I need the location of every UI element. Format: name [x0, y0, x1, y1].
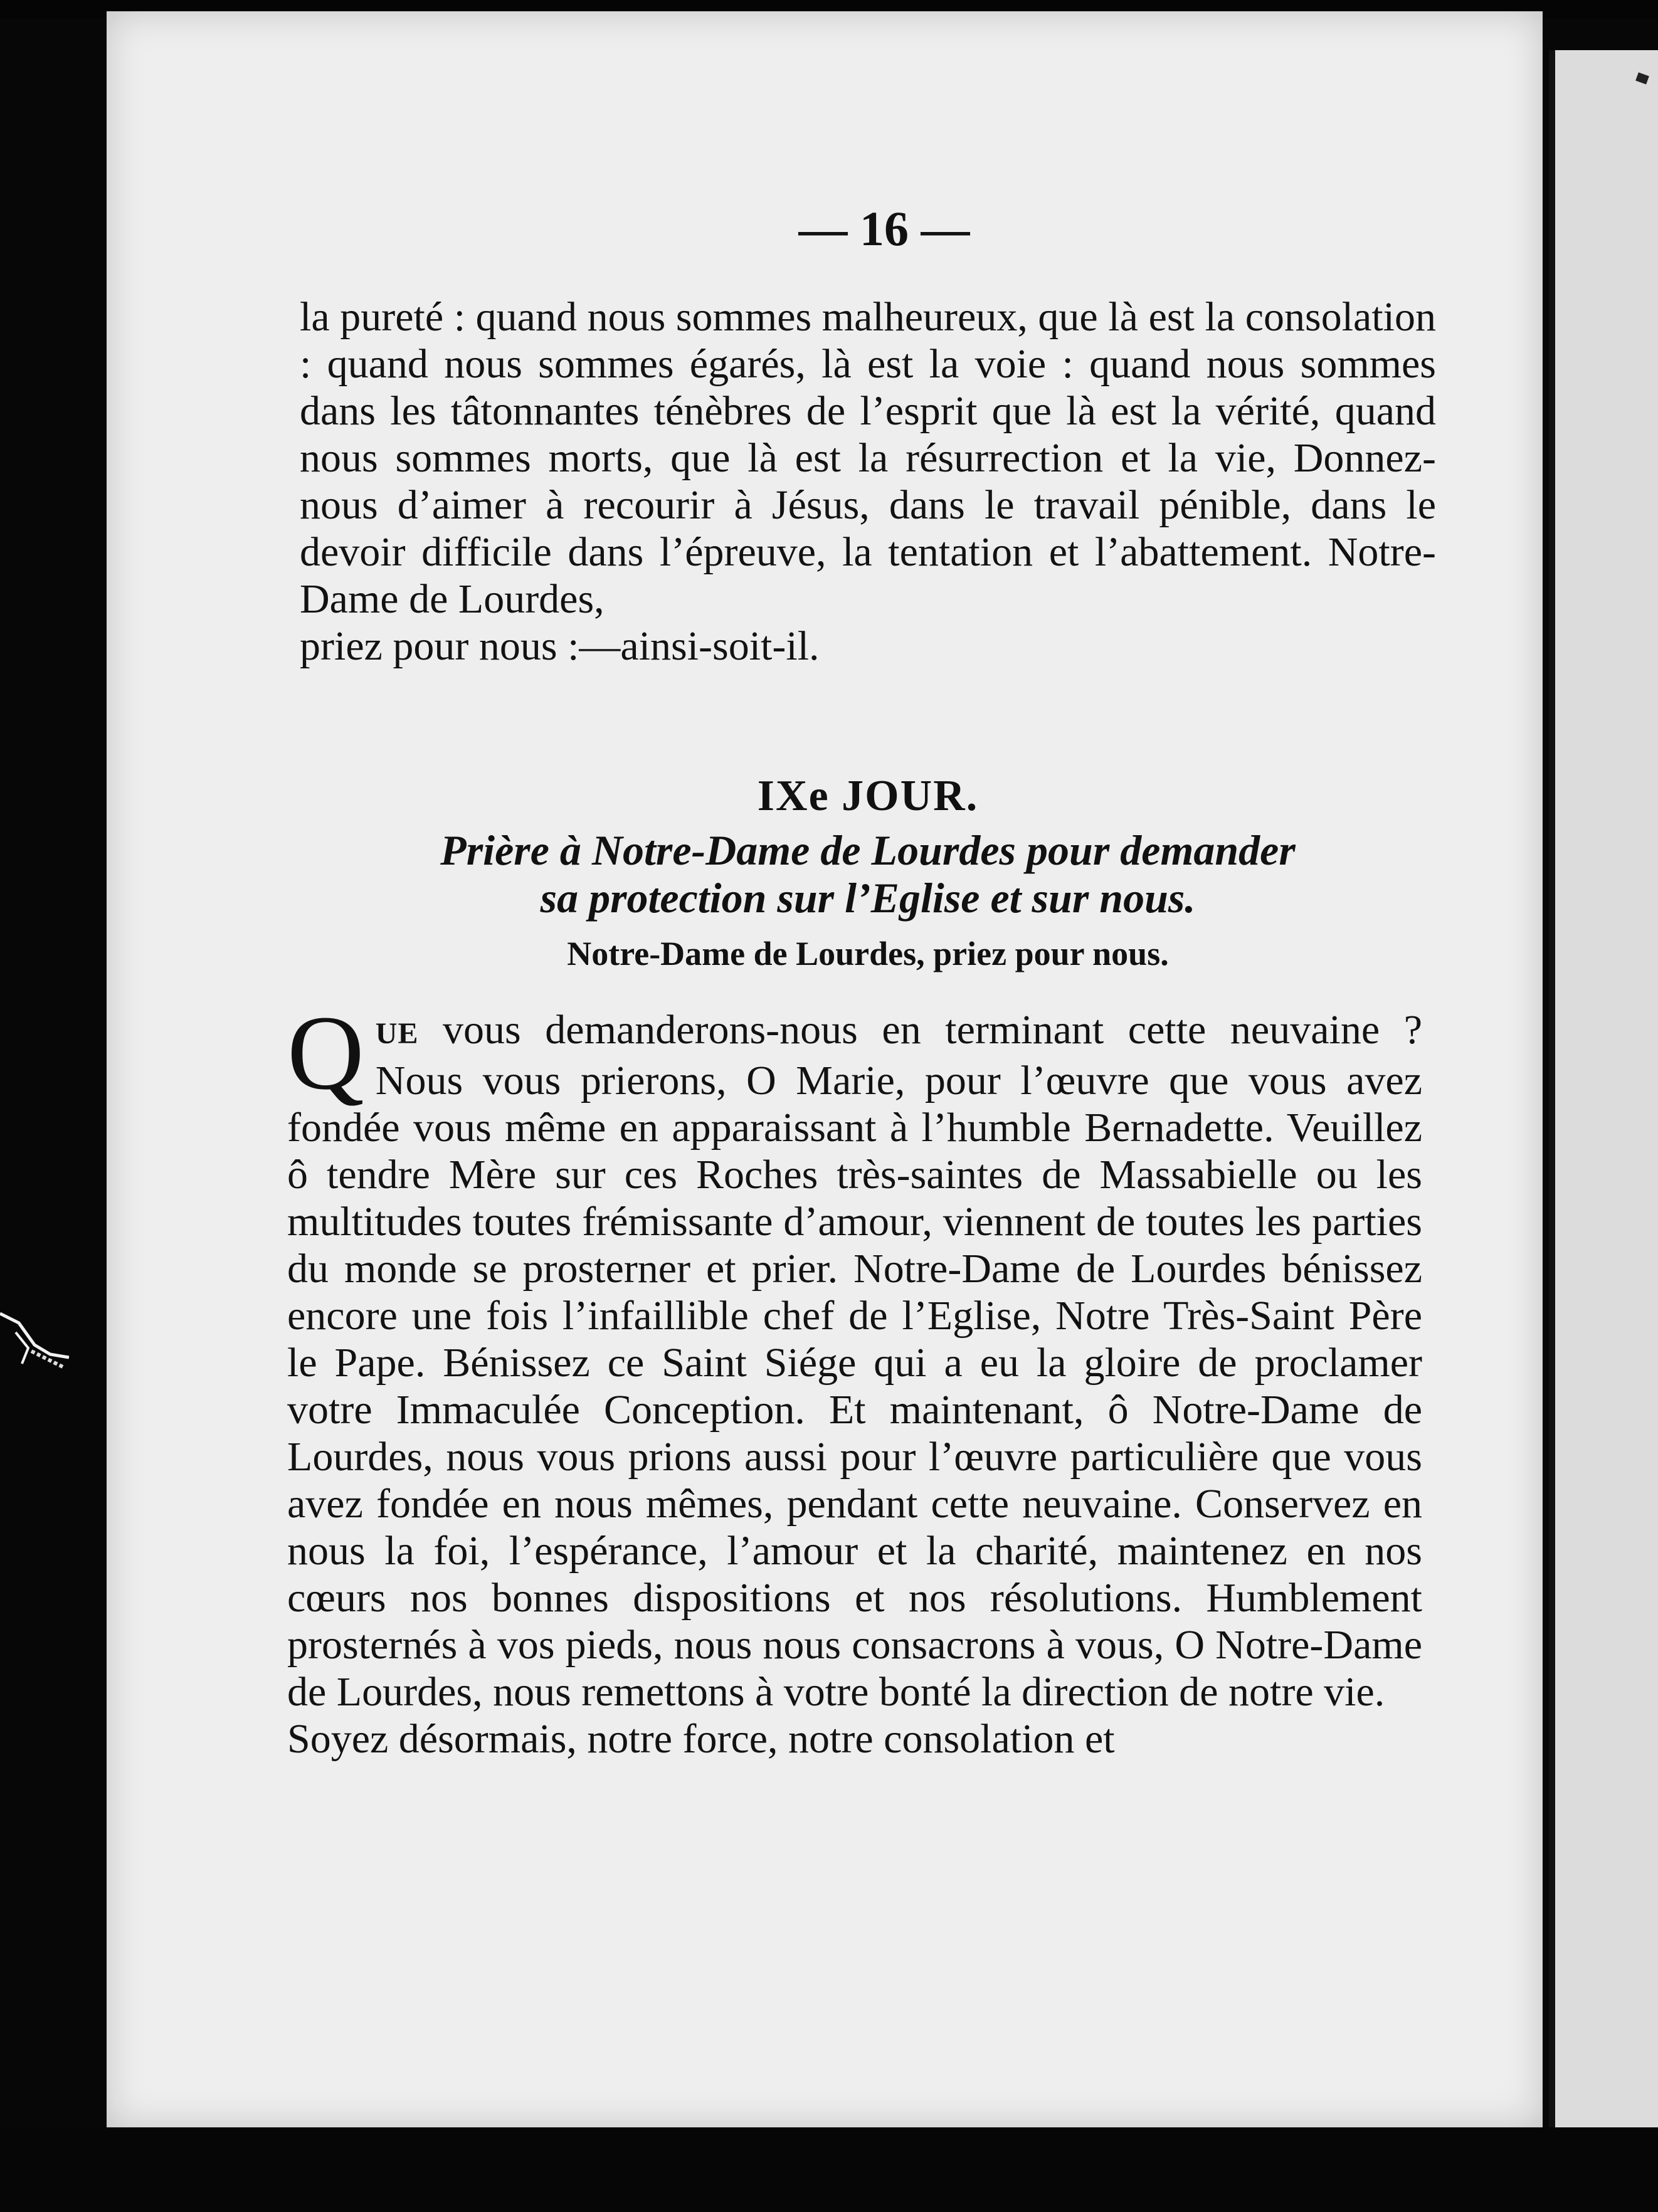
prayer-last-line: Soyez désormais, notre force, notre consolation et [287, 1716, 1115, 1762]
prayer-subtitle-line-2: sa protection sur l’Eglise et sur nous. [540, 874, 1196, 922]
prayer-subtitle [300, 826, 1436, 922]
binding-thread-icon [0, 1307, 75, 1376]
prayer-subtitle-line-1: Prière à Notre-Dame de Lourdes pour demander [440, 826, 1296, 874]
opening-smallcaps: UE [375, 1017, 419, 1050]
prayer-paragraph [287, 994, 1422, 1762]
page-number: — 16 — [798, 201, 970, 256]
adjacent-page-edge [1549, 50, 1658, 2182]
continuation-paragraph [300, 293, 1436, 670]
continuation-last-line: priez pour nous :—ainsi-soit-il. [300, 623, 820, 669]
scan-frame-bottom [0, 2127, 1658, 2212]
prayer-text: vous demanderons-nous en terminant cette neuvaine ? Nous vous prierons, O Marie, pour l’œuvre que vous avez fondée vous même en apparaissant à l’humble Bernadette. Veuillez ô tendre Mère sur ces Roches très-saintes de Massabielle ou les multitudes toutes frémissante d’amour, viennent de toutes les parties du monde se prosterner et prier. Notre-Dame de Lourdes bénissez encore une fois l’infaillible chef de l’Eglise, Notre Très-Saint Père le Pape. Bénissez ce Saint Siége qui a eu la gloire de proclamer votre Immaculée Conception. Et maintenant, ô Notre-Dame de Lourdes, nous vous prions aussi pour l’œuvre particulière que vous avez fondée en nous mêmes, pendant cette neuvaine. Conservez en nous la foi, l’espérance, l’amour et la charité, maintenez en nos cœurs nos bonnes dispositions et nos résolutions. Humblement prosternés à vos pieds, nous nous consacrons à vous, O Notre-Dame de Lourdes, nous remettons à votre bonté la direction de notre vie. [287, 1007, 1422, 1715]
continuation-text: la pureté : quand nous sommes malheureux, que là est la consolation : quand nous sommes égarés, là est la voie : quand nous sommes dans les tâtonnantes ténèbres de l’esprit que là est la vérité, quand nous sommes morts, que là est la résurrection et la vie, Donnez-nous d’aimer à recourir à Jésus, dans le travail pénible, dans le devoir difficile dans l’épreuve, la tentation et l’abattement. Notre-Dame de Lourdes, [300, 294, 1436, 622]
invocation-line: Notre-Dame de Lourdes, priez pour nous. [567, 935, 1169, 972]
drop-cap: Q [287, 994, 364, 1112]
day-heading: IXe JOUR. [757, 772, 979, 820]
